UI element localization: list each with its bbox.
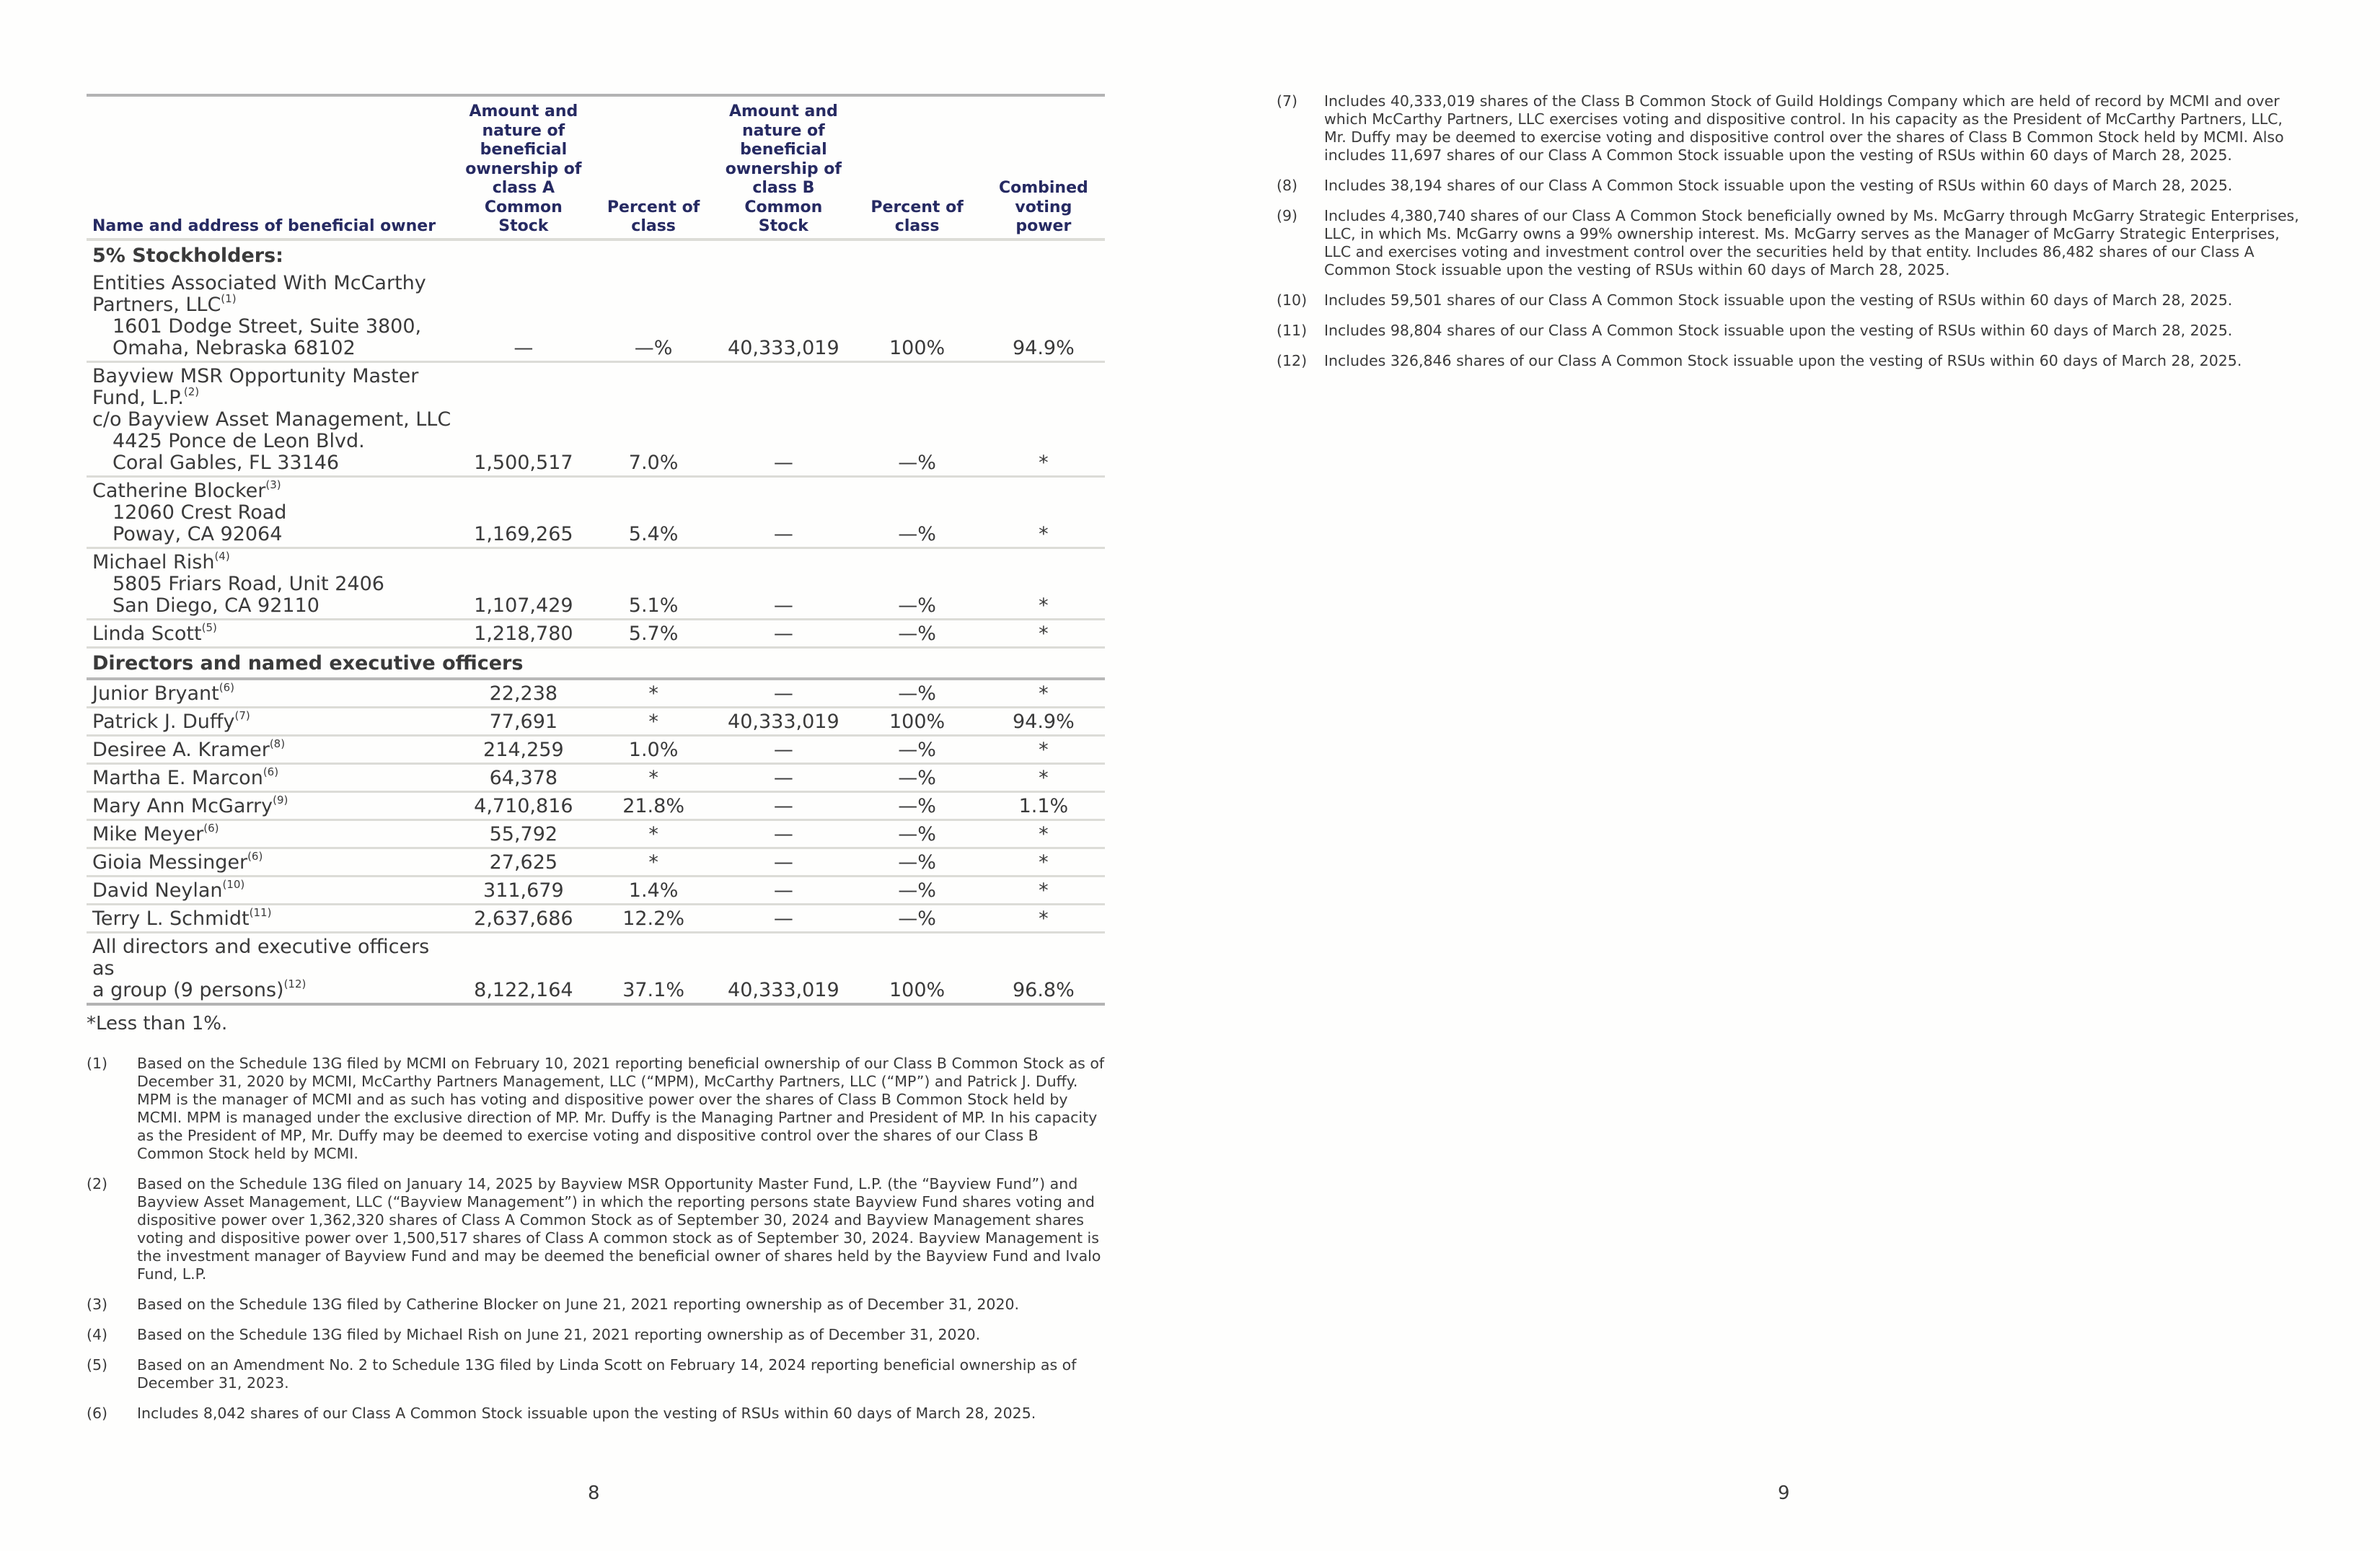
owner-name-cell — [87, 679, 455, 708]
footnote-number: (7) — [1277, 92, 1298, 110]
footnote — [1277, 352, 2301, 370]
footnote-text: Based on the Schedule 13G filed on January 14, 2025 by Bayview MSR Opportunity Master Fund, L.P. (the “Bayview Fund”) and Bayview Asset Management, LLC (“Bayview Management”) in which the reporting persons state Bayview Fund shares voting and dispositive power over 1,362,320 shares of Class A Common Stock as of September 30, 2024 and Bayview Management shares voting and dispositive power over 1,500,517 shares of Class A common stock as of September 30, 2024. Bayview Management is the investment manager of Bayview Fund and may be deemed the beneficial owner of shares held by the Bayview Fund and Ivalo Fund, L.P. — [137, 1174, 1101, 1283]
class-b-shares: — — [715, 820, 852, 848]
class-b-shares: 40,333,019 — [715, 932, 852, 1004]
table-row — [87, 791, 1105, 820]
owner-name-cell — [87, 270, 455, 362]
table-row — [87, 270, 1105, 362]
footnote-ref: (6) — [219, 680, 234, 694]
class-a-shares: 311,679 — [455, 876, 592, 904]
footnote-ref: (2) — [183, 385, 200, 398]
footnote-ref: (12) — [283, 977, 307, 990]
class-b-shares: — — [715, 791, 852, 820]
table-row — [87, 476, 1105, 548]
footnote-text: Based on the Schedule 13G filed by Catherine Blocker on June 21, 2021 reporting ownership as of December 31, 2020. — [137, 1295, 1020, 1313]
header-class-b-amount: Amount and nature of beneficial ownership of class B Common Stock — [715, 95, 852, 240]
header-class-b-percent: Percent of class — [852, 95, 982, 240]
footnote — [1277, 291, 2301, 309]
owner-name: Gioia Messinger — [92, 851, 248, 874]
section-row-directors — [87, 647, 1105, 679]
owner-address-line: Omaha, Nebraska 68102 — [113, 336, 356, 359]
combined-voting: * — [982, 476, 1105, 548]
combined-voting: * — [982, 820, 1105, 848]
class-b-shares: — — [715, 904, 852, 932]
class-b-percent: —% — [852, 791, 982, 820]
footnote-number: (4) — [87, 1325, 108, 1343]
class-a-percent: 5.4% — [592, 476, 715, 548]
owner-address-line: San Diego, CA 92110 — [113, 594, 319, 617]
owner-name: Linda Scott — [92, 622, 202, 645]
footnote — [1277, 177, 2301, 195]
owner-name: Mike Meyer — [92, 822, 204, 845]
owner-name: Patrick J. Duffy — [92, 710, 235, 733]
footnote — [1277, 322, 2301, 340]
page-right-footnotes — [1277, 92, 2301, 382]
class-a-shares: 214,259 — [455, 735, 592, 763]
combined-voting: * — [982, 679, 1105, 708]
owner-address-line: 1601 Dodge Street, Suite 3800, — [113, 315, 422, 338]
owner-name-cell — [87, 904, 455, 932]
footnote-number: (1) — [87, 1054, 108, 1072]
header-class-a-amount: Amount and nature of beneficial ownership of class A Common Stock — [455, 95, 592, 240]
class-b-percent: —% — [852, 763, 982, 791]
class-b-percent: —% — [852, 548, 982, 619]
combined-voting: * — [982, 619, 1105, 647]
combined-voting: * — [982, 763, 1105, 791]
class-a-shares: 55,792 — [455, 820, 592, 848]
footnote-number: (2) — [87, 1174, 108, 1192]
owner-name-cell — [87, 735, 455, 763]
owner-name-cell — [87, 548, 455, 619]
table-row — [87, 548, 1105, 619]
section-title-directors: Directors and named executive officers — [87, 647, 1105, 679]
footnote-ref: (6) — [247, 849, 263, 863]
page-number-left: 8 — [588, 1482, 600, 1504]
footnote-ref: (7) — [234, 708, 250, 722]
footnote — [1277, 92, 2301, 164]
owner-name-cell — [87, 763, 455, 791]
combined-voting: 1.1% — [982, 791, 1105, 820]
header-name: Name and address of beneficial owner — [87, 95, 455, 240]
footnote — [87, 1356, 1105, 1392]
class-a-percent: * — [592, 763, 715, 791]
owner-name-cell — [87, 876, 455, 904]
class-a-percent: * — [592, 848, 715, 876]
class-b-percent: —% — [852, 679, 982, 708]
footnote-ref: (4) — [214, 549, 230, 563]
footnote-ref: (11) — [249, 905, 272, 919]
class-a-shares: 1,218,780 — [455, 619, 592, 647]
owner-address-line: Coral Gables, FL 33146 — [113, 451, 340, 474]
class-b-shares: — — [715, 679, 852, 708]
table-row — [87, 361, 1105, 476]
footnote-number: (5) — [87, 1356, 108, 1374]
class-a-percent: 37.1% — [592, 932, 715, 1004]
owner-name-cell — [87, 476, 455, 548]
class-b-shares: — — [715, 848, 852, 876]
owner-name-cell — [87, 791, 455, 820]
class-b-percent: —% — [852, 619, 982, 647]
combined-voting: * — [982, 876, 1105, 904]
owner-name-cell — [87, 619, 455, 647]
class-b-shares: 40,333,019 — [715, 270, 852, 362]
page-left — [87, 94, 1105, 1435]
combined-voting: * — [982, 904, 1105, 932]
class-b-percent: —% — [852, 904, 982, 932]
class-b-percent: 100% — [852, 707, 982, 735]
footnote — [1277, 207, 2301, 279]
care-of: c/o Bayview Asset Management, LLC — [92, 408, 451, 431]
footnote-ref: (3) — [265, 478, 281, 491]
footnote-number: (12) — [1277, 352, 1308, 369]
table-row — [87, 679, 1105, 708]
owner-name: Entities Associated With McCarthy Partners, LLC — [92, 271, 426, 316]
class-a-percent: 12.2% — [592, 904, 715, 932]
table-row — [87, 876, 1105, 904]
footnote-number: (3) — [87, 1295, 108, 1313]
class-b-percent: 100% — [852, 270, 982, 362]
less-than-note: *Less than 1%. — [87, 1012, 228, 1034]
class-a-shares: 77,691 — [455, 707, 592, 735]
table-row-group-total — [87, 932, 1105, 1004]
class-a-percent: 7.0% — [592, 361, 715, 476]
table-row — [87, 735, 1105, 763]
class-a-percent: —% — [592, 270, 715, 362]
owner-address-line: 12060 Crest Road — [113, 501, 287, 524]
owner-name: Michael Rish — [92, 550, 215, 574]
owner-address-line: 4425 Ponce de Leon Blvd. — [113, 429, 365, 452]
class-b-percent: —% — [852, 876, 982, 904]
class-b-shares: — — [715, 476, 852, 548]
footnote-text: Based on the Schedule 13G filed by Michael Rish on June 21, 2021 reporting ownership as of December 31, 2020. — [137, 1325, 981, 1343]
class-a-percent: * — [592, 820, 715, 848]
combined-voting: * — [982, 548, 1105, 619]
owner-name-cell — [87, 707, 455, 735]
footnote-number: (9) — [1277, 207, 1298, 224]
combined-voting: 96.8% — [982, 932, 1105, 1004]
table-row — [87, 820, 1105, 848]
class-b-percent: —% — [852, 848, 982, 876]
footnote — [87, 1405, 1105, 1423]
footnote — [87, 1055, 1105, 1163]
footnote-ref: (10) — [222, 877, 245, 891]
table-header-row — [87, 95, 1105, 240]
class-b-percent: —% — [852, 476, 982, 548]
class-a-percent: 1.4% — [592, 876, 715, 904]
footnote-ref: (5) — [201, 620, 217, 634]
footnote-text: Includes 59,501 shares of our Class A Common Stock issuable upon the vesting of RSUs within 60 days of March 28, 2025. — [1324, 291, 2233, 309]
class-a-percent: * — [592, 707, 715, 735]
owner-name-cell — [87, 820, 455, 848]
table-row — [87, 707, 1105, 735]
footnote-ref: (1) — [221, 291, 237, 305]
class-a-percent: 5.7% — [592, 619, 715, 647]
owner-name: Desiree A. Kramer — [92, 738, 270, 761]
owner-name: Martha E. Marcon — [92, 766, 263, 789]
class-a-shares: 8,122,164 — [455, 932, 592, 1004]
class-a-shares: 64,378 — [455, 763, 592, 791]
page-number-right: 9 — [1778, 1482, 1790, 1504]
footnote-text: Includes 38,194 shares of our Class A Common Stock issuable upon the vesting of RSUs within 60 days of March 28, 2025. — [1324, 177, 2233, 194]
class-b-percent: —% — [852, 735, 982, 763]
footnote-ref: (6) — [203, 821, 219, 835]
footnotes-left — [87, 1055, 1105, 1423]
combined-voting: 94.9% — [982, 707, 1105, 735]
owner-name: Terry L. Schmidt — [92, 907, 250, 930]
class-a-percent: 1.0% — [592, 735, 715, 763]
owner-name-cell — [87, 932, 455, 1004]
footnote-ref: (9) — [273, 793, 288, 807]
class-b-shares: — — [715, 763, 852, 791]
footnote — [87, 1326, 1105, 1344]
combined-voting: * — [982, 735, 1105, 763]
footnote-text: Includes 326,846 shares of our Class A Common Stock issuable upon the vesting of RSUs within 60 days of March 28, 2025. — [1324, 352, 2242, 369]
combined-voting: 94.9% — [982, 270, 1105, 362]
class-a-shares: 4,710,816 — [455, 791, 592, 820]
class-a-shares: — — [455, 270, 592, 362]
footnote-text: Includes 40,333,019 shares of the Class B Common Stock of Guild Holdings Company which are held of record by MCMI and over which McCarthy Partners, LLC exercises voting and dispositive control. In his capacity as the President of McCarthy Partners, LLC, Mr. Duffy may be deemed to exercise voting and dispositive control over the shares of Class B Common Stock held by MCMI. Also includes 11,697 shares of our Class A Common Stock issuable upon the vesting of RSUs within 60 days of March 28, 2025. — [1324, 92, 2284, 164]
group-name-line1: All directors and executive officers as — [92, 935, 430, 980]
combined-voting: * — [982, 848, 1105, 876]
footnote-number: (8) — [1277, 177, 1298, 194]
owner-name-cell — [87, 848, 455, 876]
table-row — [87, 619, 1105, 647]
owner-address-line: 5805 Friars Road, Unit 2406 — [113, 572, 384, 595]
beneficial-ownership-table — [87, 94, 1105, 1006]
footnote — [87, 1296, 1105, 1314]
header-class-a-percent: Percent of class — [592, 95, 715, 240]
header-combined-voting: Combined voting power — [982, 95, 1105, 240]
footnote-number: (10) — [1277, 291, 1308, 309]
class-a-shares: 22,238 — [455, 679, 592, 708]
class-a-shares: 1,107,429 — [455, 548, 592, 619]
footnote-text: Based on an Amendment No. 2 to Schedule 13G filed by Linda Scott on February 14, 2024 reporting beneficial ownership as of December 31, 2023. — [137, 1356, 1077, 1392]
class-b-shares: — — [715, 619, 852, 647]
class-b-shares: — — [715, 876, 852, 904]
owner-name-cell — [87, 361, 455, 476]
footnote-text: Includes 8,042 shares of our Class A Common Stock issuable upon the vesting of RSUs within 60 days of March 28, 2025. — [137, 1404, 1036, 1422]
class-b-shares: — — [715, 735, 852, 763]
owner-name: Catherine Blocker — [92, 479, 266, 502]
class-b-percent: 100% — [852, 932, 982, 1004]
owner-name: Junior Bryant — [92, 682, 219, 705]
footnote-text: Includes 98,804 shares of our Class A Common Stock issuable upon the vesting of RSUs within 60 days of March 28, 2025. — [1324, 322, 2233, 339]
footnote-ref: (8) — [269, 737, 286, 750]
owner-address-line: Poway, CA 92064 — [113, 522, 283, 545]
class-b-percent: —% — [852, 820, 982, 848]
section-title-5pct: 5% Stockholders: — [92, 244, 283, 267]
class-a-shares: 1,500,517 — [455, 361, 592, 476]
class-b-shares: — — [715, 361, 852, 476]
class-a-percent: * — [592, 679, 715, 708]
table-row — [87, 904, 1105, 932]
footnote — [87, 1175, 1105, 1283]
class-b-shares: — — [715, 548, 852, 619]
footnote-number: (11) — [1277, 322, 1308, 339]
combined-voting: * — [982, 361, 1105, 476]
section-row-5pct — [87, 240, 1105, 270]
footnote-ref: (6) — [263, 765, 279, 778]
group-name-line2: a group (9 persons) — [92, 978, 284, 1001]
owner-name: Mary Ann McGarry — [92, 794, 273, 817]
footnote-text: Based on the Schedule 13G filed by MCMI on February 10, 2021 reporting beneficial ownership of our Class B Common Stock as of December 31, 2020 by MCMI, McCarthy Partners Management, LLC (“MPM), McCarthy Partners, LLC (“MP”) and Patrick J. Duffy. MPM is the manager of MCMI and as such has voting and dispositive power over the shares of Class B Common Stock held by MCMI. MPM is managed under the exclusive direction of MP. Mr. Duffy is the Managing Partner and President of MP. In his capacity as the President of MP, Mr. Duffy may be deemed to exercise voting and dispositive control over the shares of our Class B Common Stock held by MCMI. — [137, 1054, 1105, 1162]
table-row — [87, 763, 1105, 791]
footnote-number: (6) — [87, 1404, 108, 1422]
class-a-percent: 5.1% — [592, 548, 715, 619]
class-a-percent: 21.8% — [592, 791, 715, 820]
class-b-percent: —% — [852, 361, 982, 476]
class-a-shares: 27,625 — [455, 848, 592, 876]
owner-name: David Neylan — [92, 879, 223, 902]
footnote-text: Includes 4,380,740 shares of our Class A Common Stock beneficially owned by Ms. McGarry through McGarry Strategic Enterprises, LLC, in which Ms. McGarry owns a 99% ownership interest. Ms. McGarry serves as the Manager of McGarry Strategic Enterprises, LLC and exercises voting and investment control over the securities held by that entity. Includes 86,482 shares of our Class A Common Stock issuable upon the vesting of RSUs within 60 days of March 28, 2025. — [1324, 207, 2299, 278]
table-body — [87, 240, 1105, 1004]
table-row — [87, 848, 1105, 876]
class-b-shares: 40,333,019 — [715, 707, 852, 735]
class-a-shares: 2,637,686 — [455, 904, 592, 932]
owner-name: Bayview MSR Opportunity Master Fund, L.P. — [92, 364, 419, 409]
class-a-shares: 1,169,265 — [455, 476, 592, 548]
